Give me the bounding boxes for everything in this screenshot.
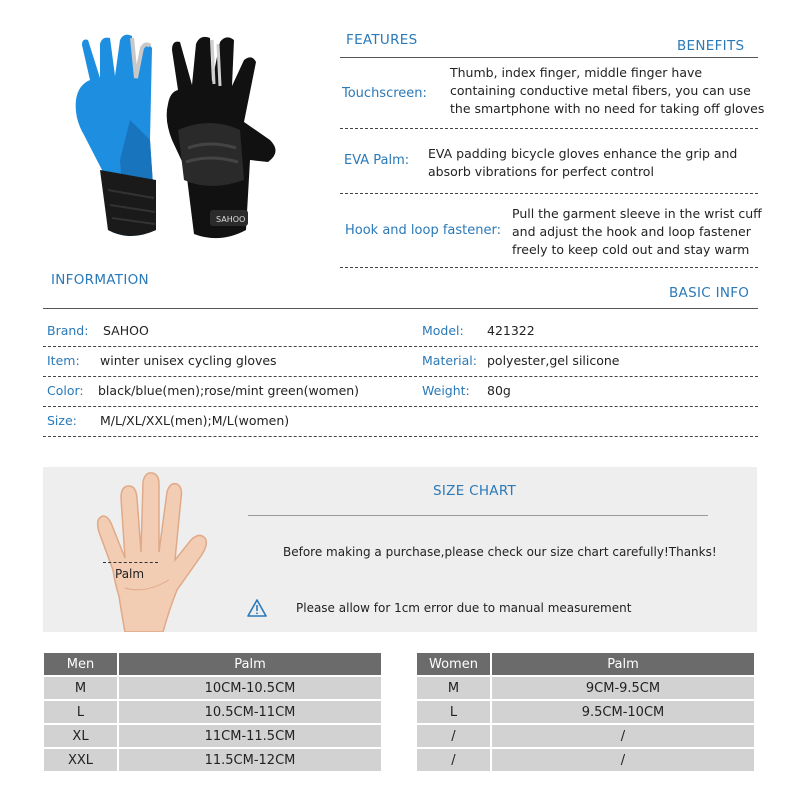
table-cell: 9.5CM-10CM [492, 701, 754, 723]
info-value-model: 421322 [487, 323, 535, 338]
divider [43, 376, 758, 377]
divider [43, 346, 758, 347]
information-header: INFORMATION [51, 272, 149, 288]
info-label-weight: Weight: [422, 383, 470, 398]
feature-label-hook-loop: Hook and loop fastener: [345, 223, 501, 238]
warning-icon [247, 599, 267, 617]
hand-illustration [85, 470, 210, 632]
size-chart-title: SIZE CHART [433, 483, 517, 499]
table-cell: 10.5CM-11CM [119, 701, 381, 723]
table-cell: / [492, 749, 754, 771]
feature-label-touchscreen: Touchscreen: [342, 86, 427, 101]
divider [340, 267, 758, 268]
info-value-weight: 80g [487, 383, 511, 398]
info-label-size: Size: [47, 413, 77, 428]
divider [340, 193, 758, 194]
feature-label-eva-palm: EVA Palm: [344, 153, 410, 168]
table-cell: M [417, 677, 490, 699]
size-chart-note: Before making a purchase,please check our size chart carefully!Thanks! [283, 545, 717, 559]
gloves-image [60, 30, 320, 245]
divider [340, 128, 758, 129]
women-header-palm: Palm [492, 653, 754, 675]
benefits-header: BENEFITS [677, 38, 745, 54]
women-size-table [415, 651, 756, 773]
svg-text:SAHOO: SAHOO [216, 215, 246, 224]
blue-glove [76, 35, 156, 236]
table-cell: XL [44, 725, 117, 747]
men-size-table [42, 651, 383, 773]
info-label-model: Model: [422, 323, 464, 338]
women-header-size: Women [417, 653, 490, 675]
info-label-material: Material: [422, 353, 477, 368]
table-cell: / [417, 725, 490, 747]
men-header-palm: Palm [119, 653, 381, 675]
info-value-size: M/L/XL/XXL(men);M/L(women) [100, 413, 290, 428]
feature-text-eva-palm: EVA padding bicycle gloves enhance the grip and absorb vibrations for perfect control [428, 146, 738, 179]
table-cell: M [44, 677, 117, 699]
table-cell: 10CM-10.5CM [119, 677, 381, 699]
info-value-color: black/blue(men);rose/mint green(women) [98, 383, 360, 398]
men-header-size: Men [44, 653, 117, 675]
divider [43, 308, 758, 309]
palm-measure-line [103, 562, 158, 563]
feature-text-hook-loop: Pull the garment sleeve in the wrist cuff and adjust the hook and loop fastener freely to keep cold out and stay warm [512, 206, 762, 257]
warning-text: Please allow for 1cm error due to manual measurement [296, 601, 632, 615]
basic-info-header: BASIC INFO [669, 285, 750, 301]
table-cell: L [417, 701, 490, 723]
divider [43, 436, 758, 437]
table-cell: / [417, 749, 490, 771]
table-cell: 11CM-11.5CM [119, 725, 381, 747]
palm-label: Palm [115, 567, 145, 581]
table-cell: 11.5CM-12CM [119, 749, 381, 771]
info-label-brand: Brand: [47, 323, 89, 338]
black-glove [167, 37, 276, 238]
table-cell: L [44, 701, 117, 723]
table-cell: 9CM-9.5CM [492, 677, 754, 699]
feature-text-touchscreen: Thumb, index finger, middle finger have containing conductive metal fibers, you can use the smartphone with no need for taking off gloves [450, 65, 765, 116]
info-label-item: Item: [47, 353, 80, 368]
table-cell: / [492, 725, 754, 747]
info-value-item: winter unisex cycling gloves [100, 353, 277, 368]
features-header: FEATURES [346, 32, 418, 48]
info-value-brand: SAHOO [103, 323, 149, 338]
table-cell: XXL [44, 749, 117, 771]
info-label-color: Color: [47, 383, 84, 398]
info-value-material: polyester,gel silicone [487, 353, 620, 368]
divider [340, 57, 758, 58]
divider [248, 515, 708, 516]
divider [43, 406, 758, 407]
